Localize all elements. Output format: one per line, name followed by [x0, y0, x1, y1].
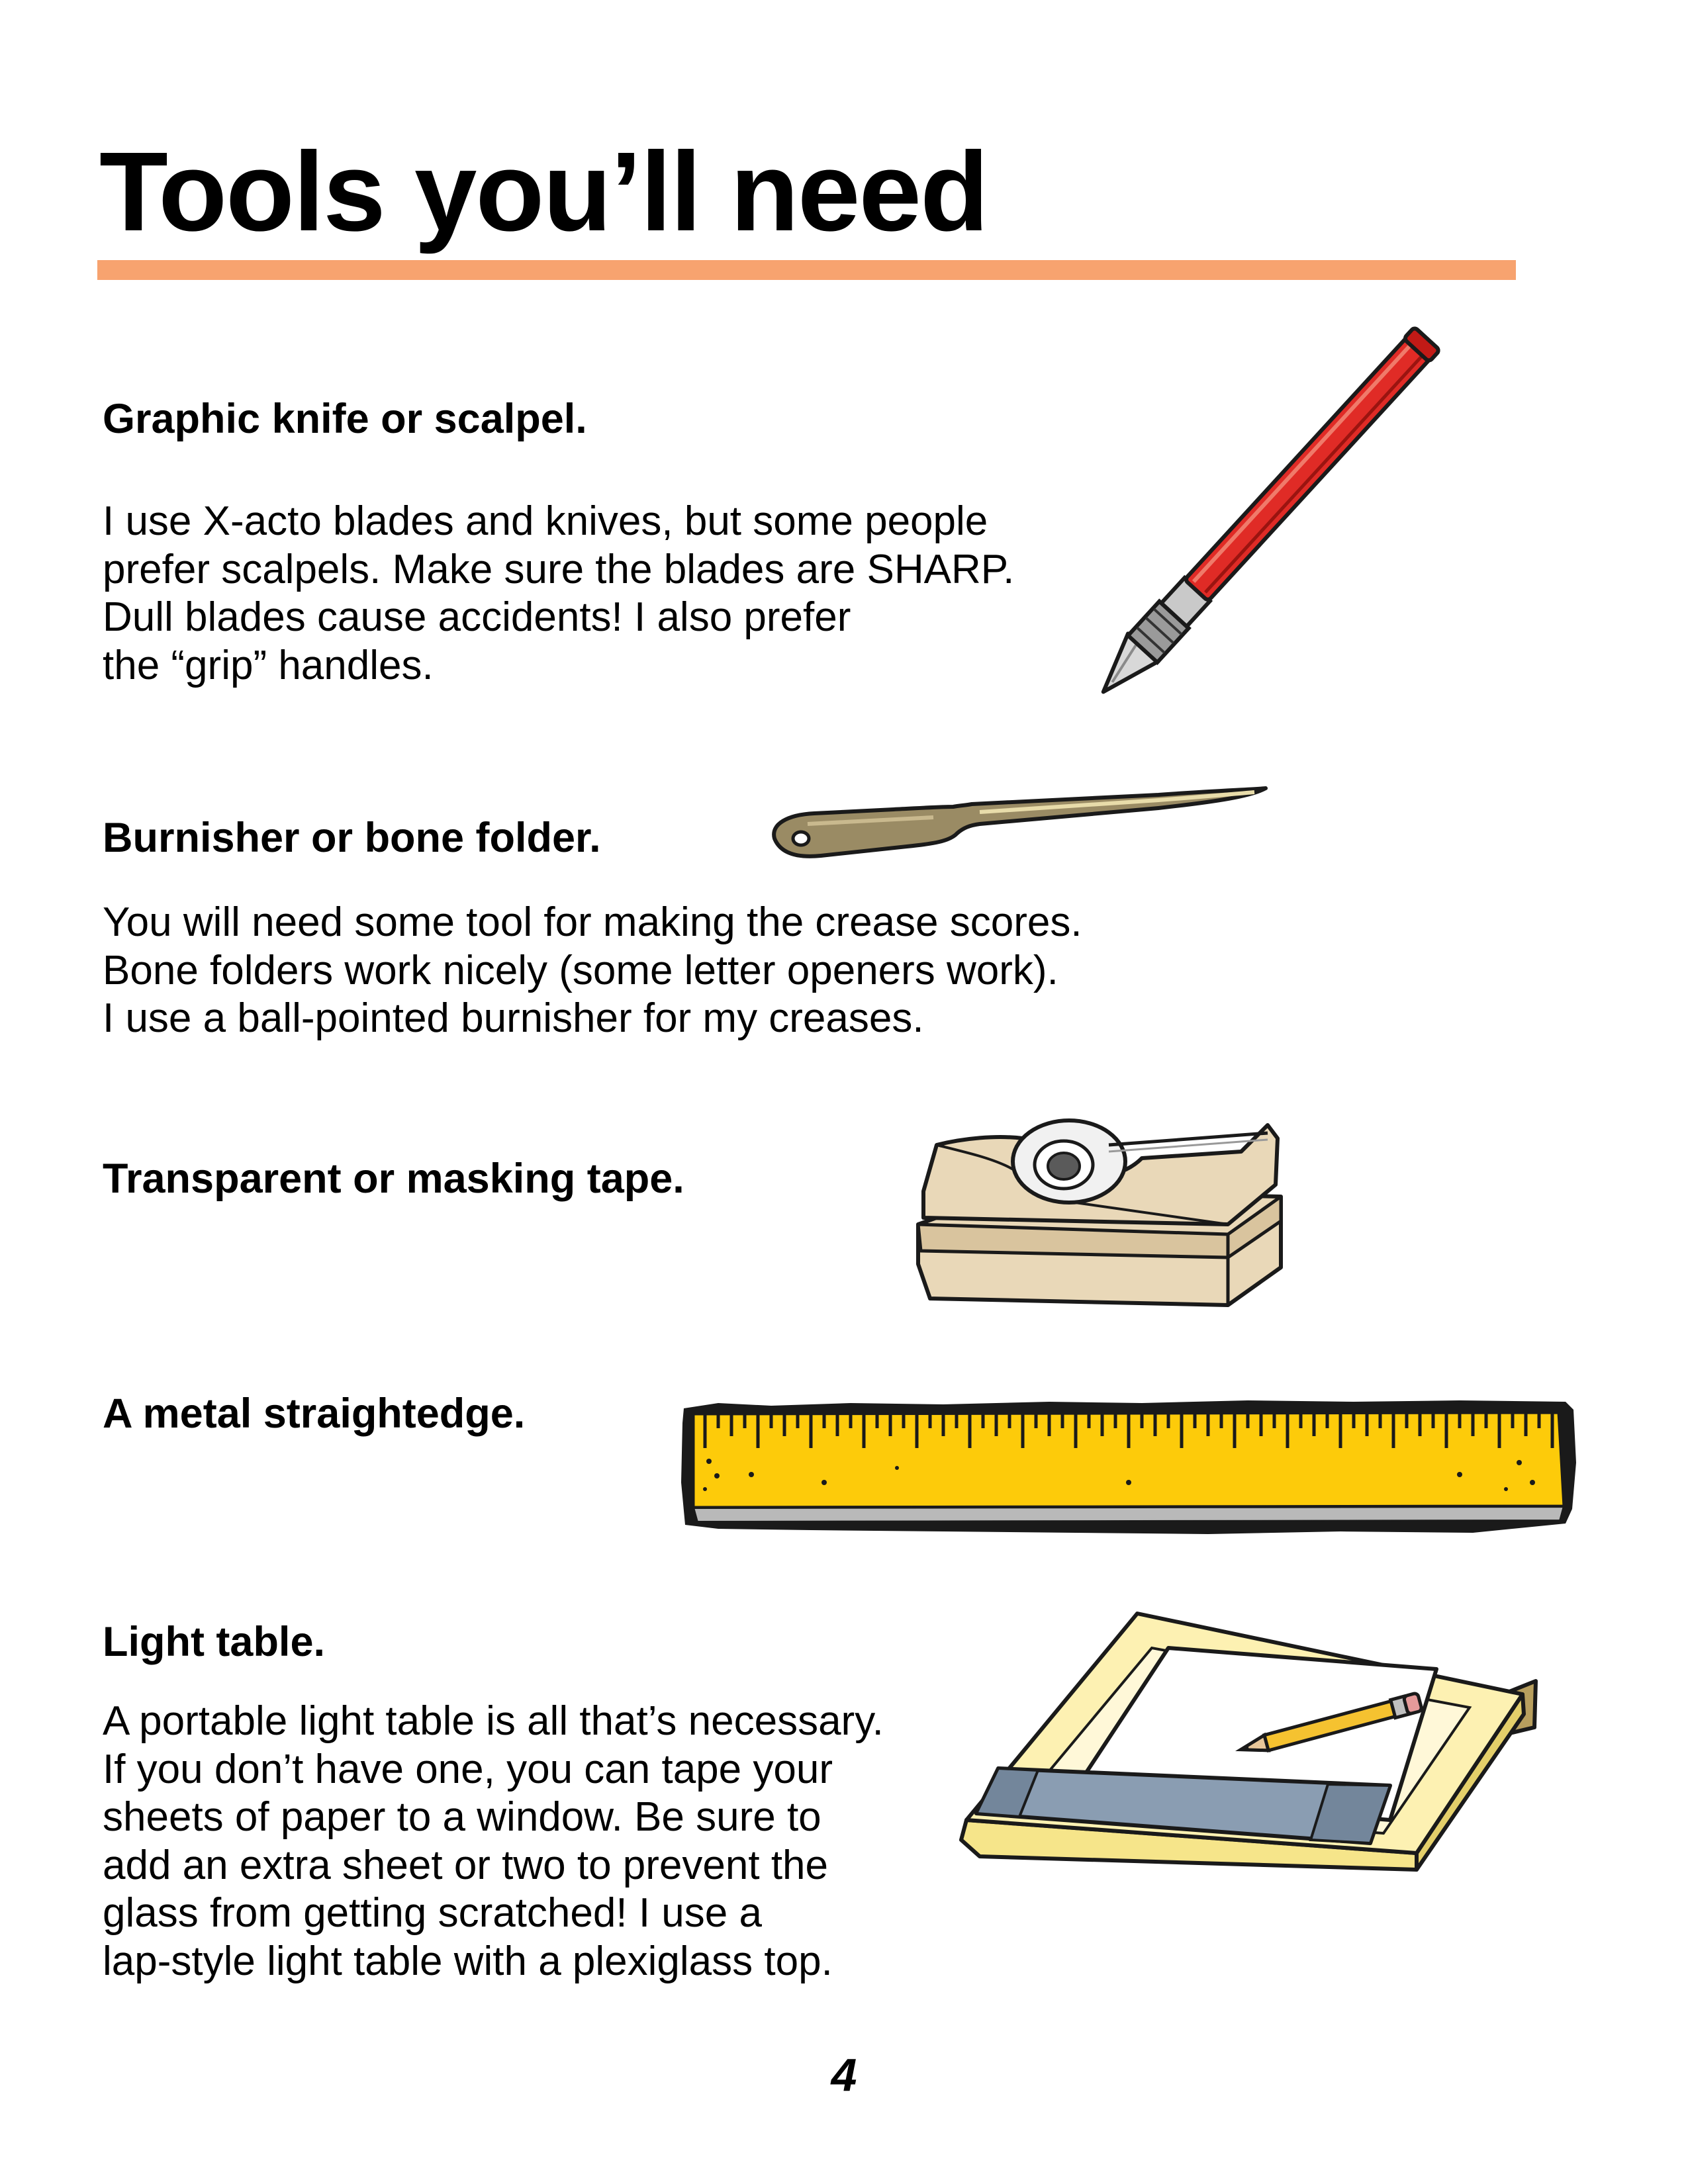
burnisher-heading: Burnisher or bone folder.	[103, 815, 601, 861]
burnisher-description-line: I use a ball-pointed burnisher for my creases.	[103, 995, 924, 1041]
light-table-description-line: If you don’t have one, you can tape your	[103, 1746, 833, 1792]
straightedge-heading: A metal straightedge.	[103, 1390, 526, 1437]
craft-knife-icon	[1053, 318, 1476, 715]
knife-description-line: I use X-acto blades and knives, but some people	[103, 498, 988, 544]
knife-description-line: Dull blades cause accidents! I also prefer	[103, 594, 851, 640]
knife-description	[103, 498, 1014, 690]
knife-description-line: the “grip” handles.	[103, 642, 434, 688]
light-table-icon	[953, 1595, 1549, 1873]
tape-heading: Transparent or masking tape.	[103, 1156, 684, 1202]
light-table-description-line: glass from getting scratched! I use a	[103, 1890, 762, 1936]
light-table-description-line: sheets of paper to a window. Be sure to	[103, 1794, 821, 1840]
light-table-heading: Light table.	[103, 1619, 325, 1665]
burnisher-description	[103, 899, 1082, 1043]
page-title: Tools you’ll need	[99, 129, 988, 255]
knife-heading: Graphic knife or scalpel.	[103, 396, 587, 442]
tape-dispenser-icon	[910, 1099, 1288, 1310]
burnisher-description-line: Bone folders work nicely (some letter openers work).	[103, 947, 1058, 993]
light-table-description	[103, 1698, 884, 1985]
burnisher-description-line: You will need some tool for making the crease scores.	[103, 899, 1082, 945]
title-rule	[97, 260, 1516, 280]
ruler-icon	[679, 1383, 1582, 1549]
light-table-description-line: lap-style light table with a plexiglass top.	[103, 1938, 833, 1984]
light-table-description-line: A portable light table is all that’s necessary.	[103, 1698, 884, 1744]
knife-description-line: prefer scalpels. Make sure the blades are SHARP.	[103, 546, 1015, 592]
light-table-description-line: add an extra sheet or two to prevent the	[103, 1842, 829, 1888]
page-number: 4	[831, 2049, 857, 2101]
bone-folder-icon	[761, 778, 1278, 877]
